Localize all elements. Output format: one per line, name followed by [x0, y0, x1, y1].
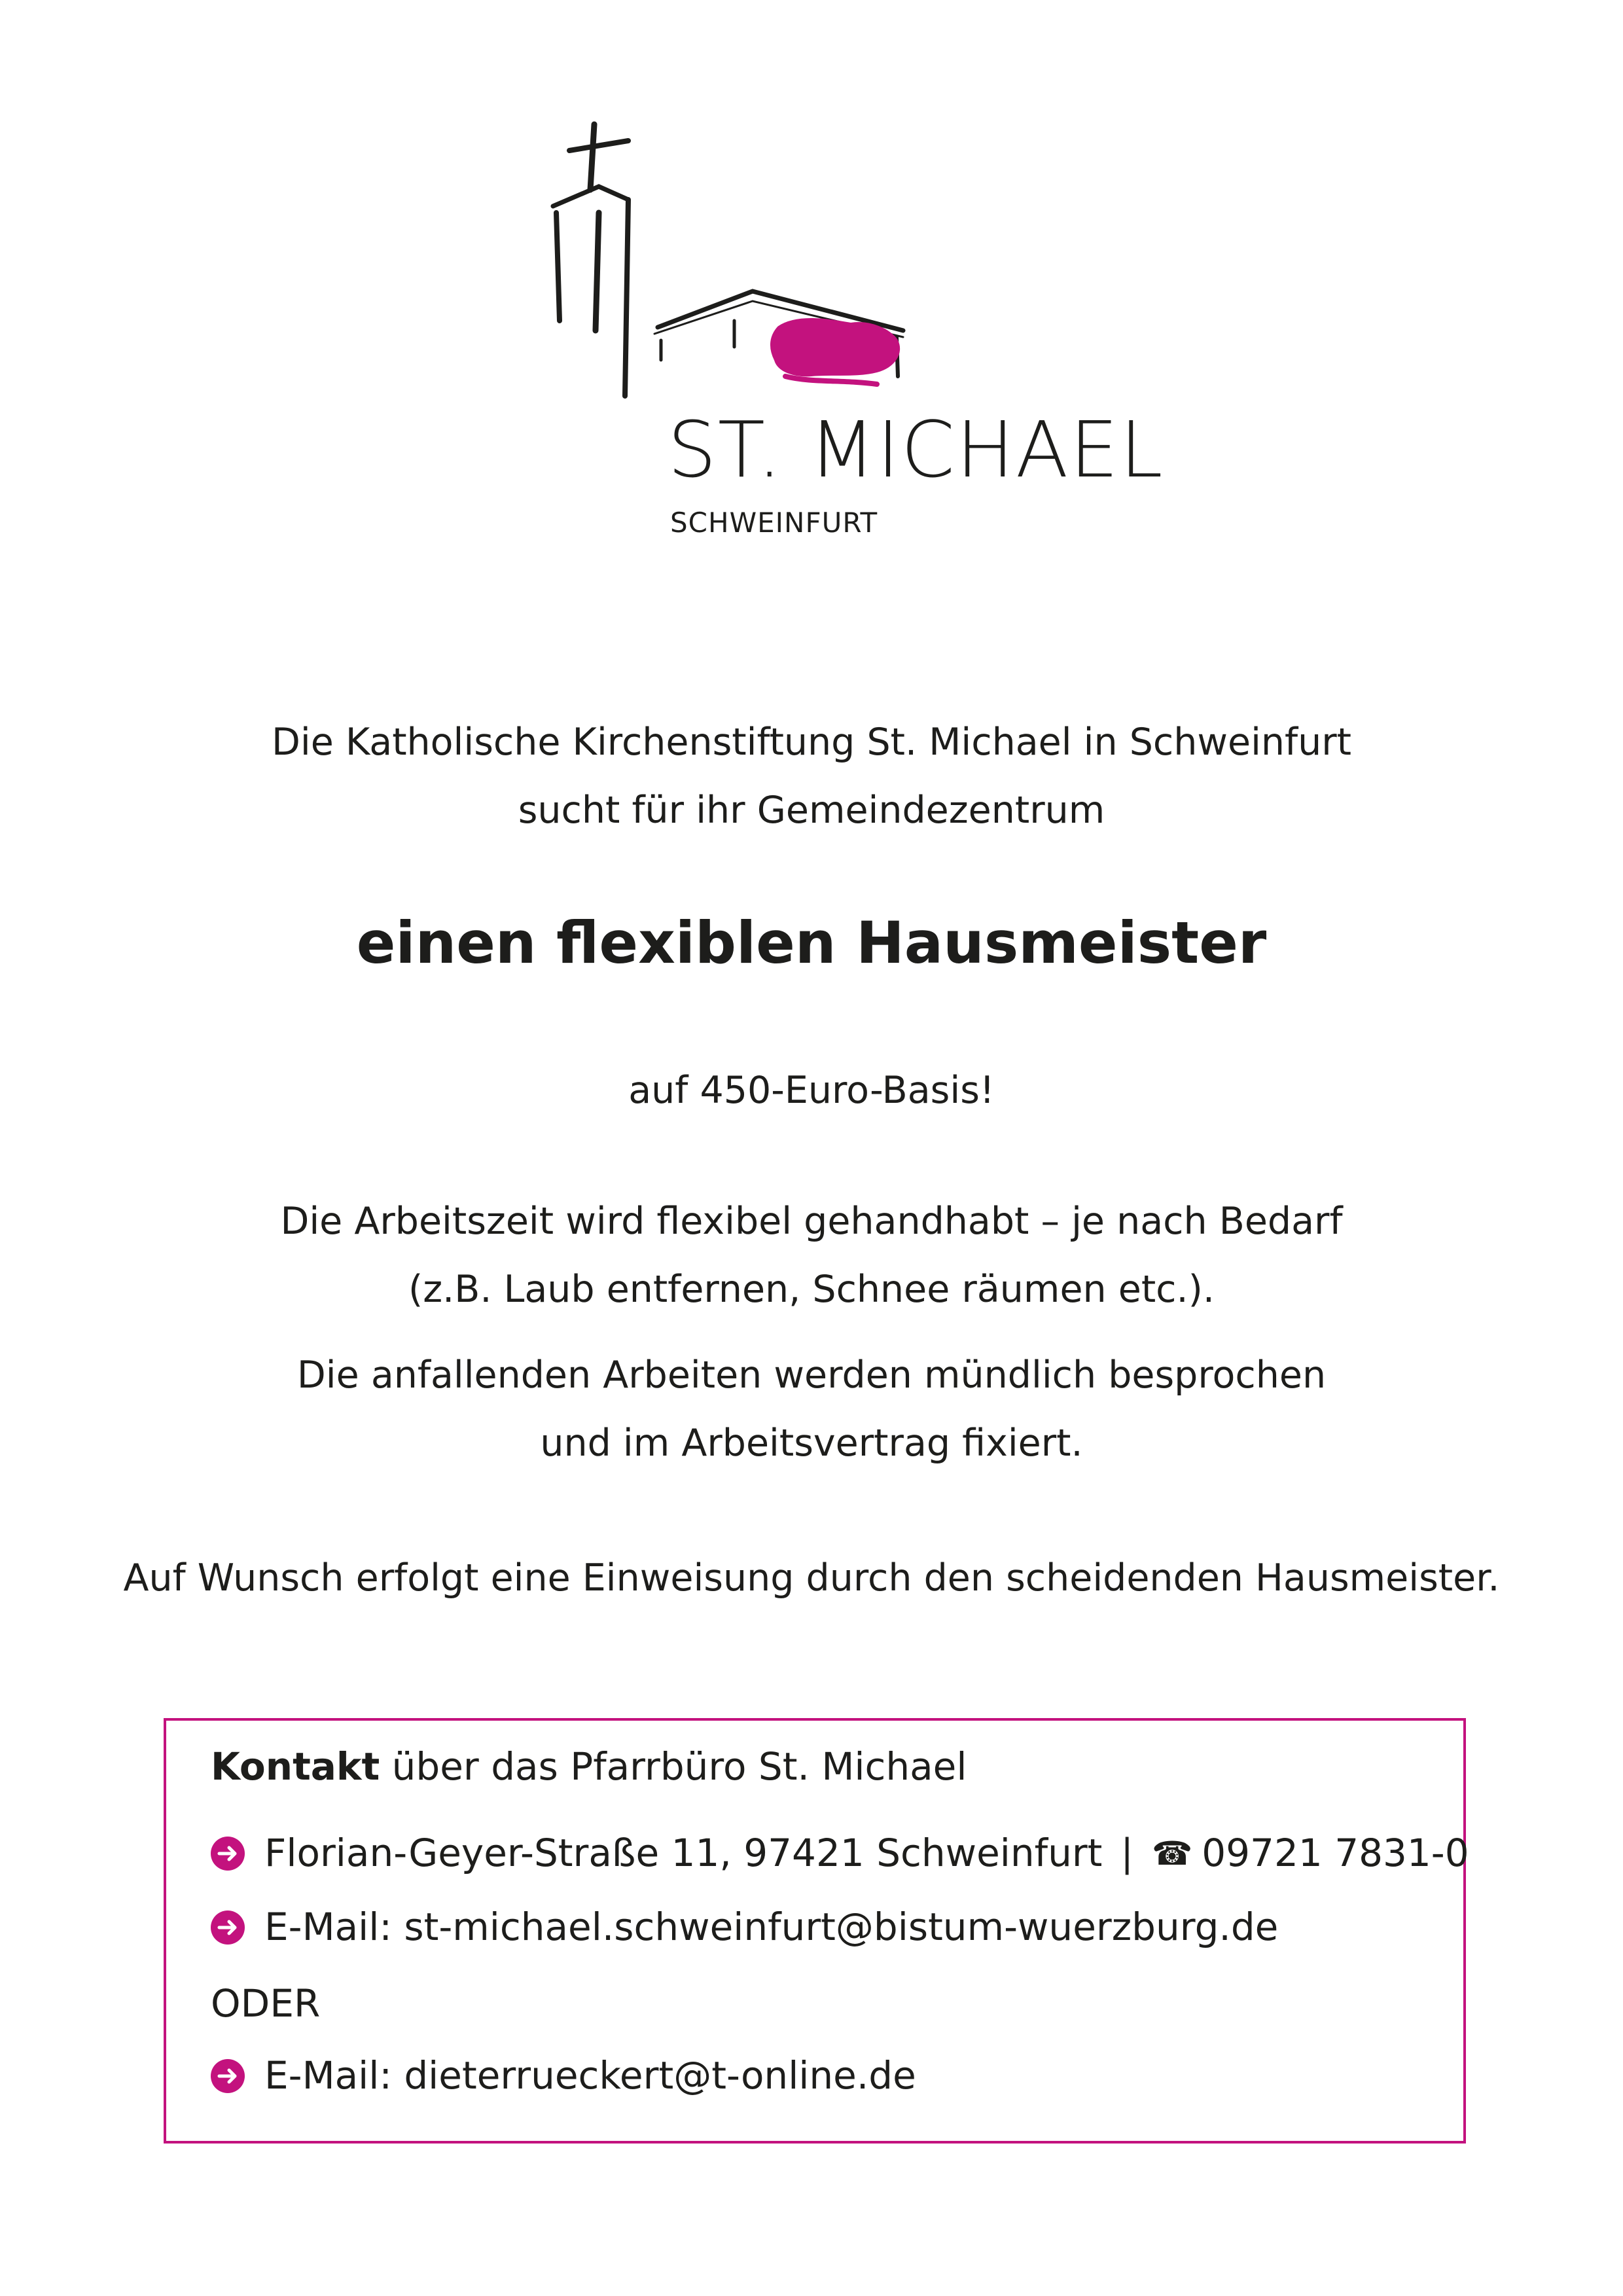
arrow-right-circle-icon	[211, 2059, 245, 2093]
contact-address-row	[211, 1831, 1469, 1876]
note-text: Auf Wunsch erfolgt eine Einweisung durch den scheidenden Hausmeister.	[123, 1556, 1500, 1600]
contact-label-suffix: über das Pfarrbüro St. Michael	[391, 1744, 967, 1789]
contact-email-row-2	[211, 2053, 916, 2099]
arrow-right-circle-icon	[211, 1837, 245, 1871]
contact-email-row-1	[211, 1905, 1278, 1950]
contact-heading	[211, 1744, 967, 1790]
phone-icon: ☎	[1151, 1834, 1193, 1873]
contact-label: Kontakt	[211, 1744, 380, 1789]
details-line-1: Die Arbeitszeit wird flexibel gehandhabt – je nach Bedarf	[280, 1200, 1343, 1243]
logo-title: ST. MICHAEL	[668, 404, 1164, 495]
intro-line-2: sucht für ihr Gemeindezentrum	[518, 789, 1105, 832]
details-line-2: (z.B. Laub entfernen, Schnee räumen etc.).	[408, 1268, 1215, 1311]
headline: einen flexiblen Hausmeister	[356, 909, 1267, 977]
details-line-3: Die anfallenden Arbeiten werden mündlich besprochen	[296, 1354, 1327, 1397]
arrow-right-circle-icon	[211, 1910, 245, 1945]
contact-email-1[interactable]: E-Mail: st-michael.schweinfurt@bistum-wuerzburg.de	[264, 1905, 1279, 1949]
details-line-4: und im Arbeitsvertrag fixiert.	[540, 1422, 1083, 1465]
contact-separator: |	[1120, 1831, 1133, 1875]
basis-text: auf 450-Euro-Basis!	[628, 1069, 995, 1112]
intro-line-1: Die Katholische Kirchenstiftung St. Michael in Schweinfurt	[271, 721, 1352, 764]
contact-or-row	[211, 1981, 320, 2027]
contact-phone[interactable]: 09721 7831-0	[1202, 1831, 1469, 1875]
contact-or: ODER	[211, 1981, 321, 2026]
logo-subtitle: SCHWEINFURT	[670, 507, 878, 539]
church-logo	[537, 115, 929, 409]
contact-email-2[interactable]: E-Mail: dieterrueckert@t-online.de	[264, 2053, 916, 2098]
contact-address: Florian-Geyer-Straße 11, 97421 Schweinfurt	[264, 1831, 1103, 1875]
